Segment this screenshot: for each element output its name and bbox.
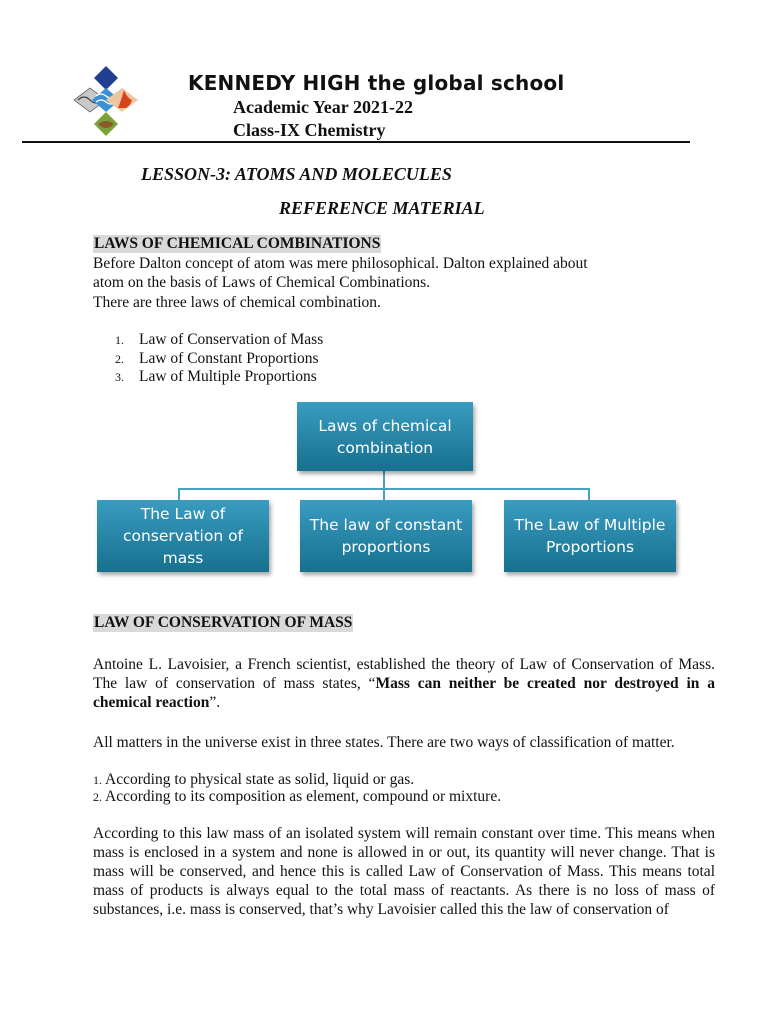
intro-line-3: There are three laws of chemical combination. — [93, 294, 381, 311]
classification-item — [93, 787, 715, 807]
school-name: KENNEDY HIGH the global school — [188, 71, 565, 95]
box-line: Laws of chemical — [318, 416, 452, 435]
connector-right — [588, 488, 590, 500]
list-number: 1. — [93, 773, 102, 787]
paragraph-lavoisier — [93, 655, 715, 712]
list-number: 3. — [115, 370, 124, 384]
list-item — [115, 350, 323, 369]
intro-line-1: Before Dalton concept of atom was mere philosophical. Dalton explained about — [93, 255, 588, 272]
section-heading-conservation: LAW OF CONSERVATION OF MASS — [94, 614, 353, 631]
list-text: According to its composition as element, compound or mixture. — [105, 788, 502, 805]
class-subject: Class-IX Chemistry — [233, 120, 386, 140]
diagram-box-constant — [300, 500, 472, 572]
box-line: mass — [162, 549, 204, 567]
box-line: The Law of Multiple — [514, 516, 666, 534]
school-logo — [58, 66, 154, 138]
list-item — [115, 368, 323, 387]
box-line: The law of constant — [309, 516, 463, 534]
section-heading-laws: LAWS OF CHEMICAL COMBINATIONS — [94, 235, 381, 252]
list-text: According to physical state as solid, liquid or gas. — [105, 771, 415, 788]
list-number: 2. — [115, 351, 124, 366]
list-item — [115, 331, 323, 350]
logo-diamond-top — [94, 66, 118, 90]
lesson-title: LESSON-3: ATOMS AND MOLECULES — [141, 164, 452, 184]
laws-diagram — [93, 398, 677, 578]
connector-left — [178, 488, 180, 500]
box-line: proportions — [341, 538, 431, 556]
box-line: The Law of — [140, 505, 226, 523]
list-text: Law of Constant Proportions — [139, 349, 319, 367]
list-number: 2. — [93, 790, 102, 804]
header-divider — [22, 141, 690, 143]
connector-middle — [383, 488, 385, 500]
intro-line-2: atom on the basis of Laws of Chemical Combinations. — [93, 274, 431, 291]
diagram-box-multiple — [504, 500, 676, 572]
connector-root — [383, 471, 385, 488]
laws-list — [115, 331, 323, 387]
paragraph-states: All matters in the universe exist in three states. There are two ways of classification of matter. — [93, 734, 675, 751]
list-text: Law of Conservation of Mass — [139, 331, 324, 348]
academic-year: Academic Year 2021-22 — [233, 97, 413, 117]
paragraph-explanation: According to this law mass of an isolated system will remain constant over time. This means when mass is enclosed in a system and none is allowed in or out, its quantity will never change. That is mass will be conserved, and hence this is called Law of Conservation of Mass. This means total mass of products is always equal to the total mass of reactants. As there is no loss of mass of substances, i.e. mass is conserved, that’s why Lavoisier called this the law of conservation of — [93, 825, 715, 918]
box-line: Proportions — [545, 538, 635, 556]
box-line: combination — [336, 438, 434, 457]
reference-title: REFERENCE MATERIAL — [279, 198, 485, 218]
list-text: Law of Multiple Proportions — [139, 368, 317, 385]
paragraph-text: ”. — [209, 694, 221, 711]
paragraph-text: Antoine L. Lavoisier, a French scientist, established the theory of Law of Conservation of Mass. The law of conservation of mass states, “ — [93, 656, 715, 692]
law-statement: Mass can neither be created nor destroyed in a chemical reaction — [93, 675, 715, 711]
diagram-box-conservation — [97, 500, 269, 572]
box-line: conservation of — [122, 527, 244, 545]
diagram-root-box — [297, 402, 473, 471]
list-number: 1. — [115, 333, 124, 347]
